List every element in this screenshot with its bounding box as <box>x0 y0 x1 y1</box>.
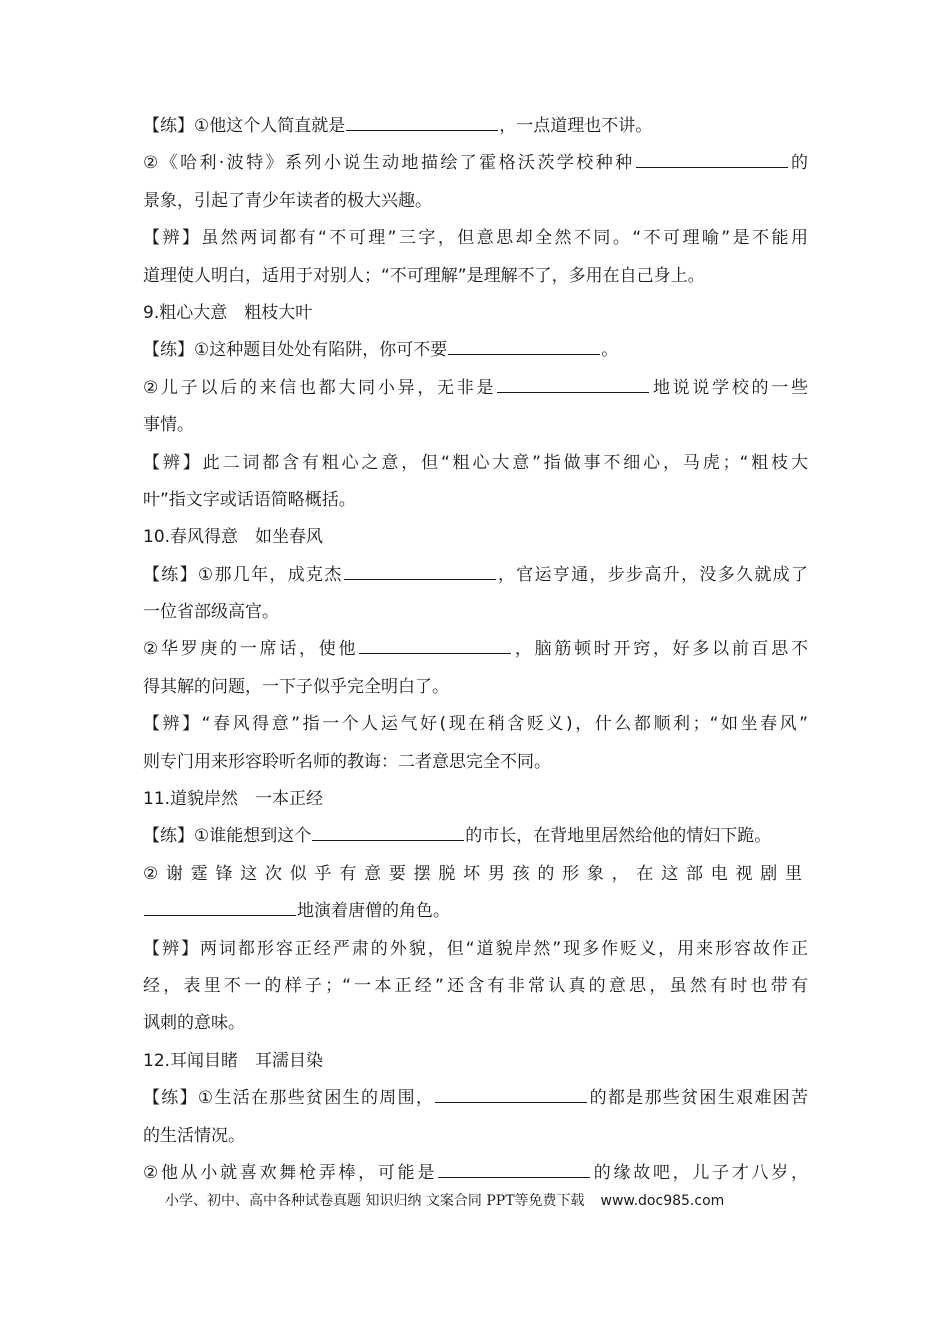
analysis-line <box>143 258 808 295</box>
exercise-line <box>143 332 808 369</box>
exercise-line <box>143 594 808 631</box>
exercise-line <box>143 407 808 444</box>
section-heading <box>143 295 808 332</box>
text-segment: 【练】①生活在那些贫困生的周围， <box>143 1088 435 1109</box>
text-segment: 地演着唐僧的角色。 <box>297 901 450 922</box>
fill-blank <box>497 391 649 393</box>
text-segment: 道理使人明白，适用于对别人；“不可理解”是理解不了，多用在自己身上。 <box>143 265 705 286</box>
fill-blank <box>359 652 511 654</box>
footer-url[interactable]: www.doc985.com <box>600 1193 725 1209</box>
exercise-line <box>143 1118 808 1155</box>
text-segment: ②他从小就喜欢舞枪弄棒，可能是 <box>143 1162 438 1183</box>
fill-blank <box>438 1176 590 1178</box>
text-segment: 【练】①那几年，成克杰 <box>143 564 343 585</box>
analysis-line <box>143 744 808 781</box>
fill-blank <box>144 914 296 916</box>
analysis-line <box>143 1005 808 1042</box>
text-segment: 的生活情况。 <box>143 1125 245 1146</box>
text-segment: 【练】①谁能想到这个 <box>143 826 312 847</box>
text-segment: ②儿子以后的来信也都大同小异，无非是 <box>143 377 497 398</box>
text-segment: 的 <box>788 153 808 174</box>
exercise-line <box>143 893 808 930</box>
exercise-line <box>143 1155 808 1192</box>
exercise-line <box>143 145 808 182</box>
text-segment: 的市长，在背地里居然给他的情妇下跪。 <box>465 826 772 847</box>
text-segment: 景象，引起了青少年读者的极大兴趣。 <box>143 190 432 211</box>
text-segment: 的都是那些贫困生艰难困苦 <box>588 1088 808 1109</box>
heading-text: 12.耳闻目睹 耳濡目染 <box>143 1050 324 1071</box>
text-segment: 【辨】两词都形容正经严肃的外貌，但“道貌岸然”现多作贬义，用来形容故作正 <box>143 938 808 959</box>
exercise-line <box>143 108 808 145</box>
text-segment: 地说说学校的一些 <box>650 377 808 398</box>
fill-blank <box>346 129 498 131</box>
analysis-line <box>143 445 808 482</box>
exercise-line <box>143 1080 808 1117</box>
fill-blank <box>344 578 496 580</box>
text-segment: 一位省部级高官。 <box>143 602 279 623</box>
text-segment: 。 <box>601 340 619 361</box>
footer-text: 小学、初中、高中各种试卷真题 知识归纳 文案合同 PPT等免费下载 <box>165 1193 585 1209</box>
exercise-line <box>143 856 808 893</box>
fill-blank <box>312 839 464 841</box>
text-segment: ，一点道理也不讲。 <box>499 116 653 136</box>
text-segment: 则专门用来形容聆听名师的教诲：二者意思完全不同。 <box>143 751 551 772</box>
analysis-line <box>143 220 808 257</box>
heading-text: 10.春风得意 如坐春风 <box>143 527 324 548</box>
heading-text: 9.粗心大意 粗枝大叶 <box>143 302 313 323</box>
text-segment: ，官运亨通，步步高升，没多久就成了 <box>496 564 808 585</box>
text-segment: 叶”指文字或话语简略概括。 <box>143 489 356 510</box>
text-segment: ②《哈利·波特》系列小说生动地描绘了霍格沃茨学校种种 <box>143 153 635 174</box>
section-heading <box>143 781 808 818</box>
fill-blank <box>636 166 788 168</box>
exercise-line <box>143 631 808 668</box>
text-segment: 【辨】此二词都含有粗心之意，但“粗心大意”指做事不细心，马虎；“粗枝大 <box>143 452 808 473</box>
text-segment: 讽刺的意味。 <box>143 1013 245 1034</box>
fill-blank <box>435 1101 587 1103</box>
exercise-line <box>143 370 808 407</box>
exercise-line <box>143 669 808 706</box>
exercise-line <box>143 183 808 220</box>
text-segment: 的缘故吧，儿子才八岁， <box>591 1162 808 1183</box>
text-segment: 【练】①这种题目处处有陷阱，你可不要 <box>143 340 448 361</box>
text-segment: 事情。 <box>143 415 194 436</box>
text-segment: 【辨】“春风得意”指一个人运气好(现在稍含贬义)，什么都顺利；“如坐春风” <box>143 714 808 735</box>
heading-text: 11.道貌岸然 一本正经 <box>143 789 324 810</box>
analysis-line <box>143 931 808 968</box>
fill-blank <box>448 353 600 355</box>
text-segment: ②谢霆锋这次似乎有意要摆脱坏男孩的形象，在这部电视剧里 <box>143 863 808 884</box>
document-body <box>143 108 808 1192</box>
text-segment: 经，表里不一的样子；“一本正经”还含有非常认真的意思，虽然有时也带有 <box>143 975 808 996</box>
page-footer <box>165 1190 805 1212</box>
exercise-line <box>143 557 808 594</box>
text-segment: 【辨】虽然两词都有“不可理”三字，但意思却全然不同。“不可理喻”是不能用 <box>143 228 808 249</box>
text-segment: 【练】①他这个人简直就是 <box>143 116 346 136</box>
section-heading <box>143 1043 808 1080</box>
text-segment: 得其解的问题，一下子似乎完全明白了。 <box>143 676 449 697</box>
exercise-line <box>143 818 808 855</box>
text-segment: ，脑筋顿时开窍，好多以前百思不 <box>512 639 808 660</box>
analysis-line <box>143 482 808 519</box>
text-segment: ②华罗庚的一席话，使他 <box>143 639 359 660</box>
section-heading <box>143 519 808 556</box>
analysis-line <box>143 968 808 1005</box>
analysis-line <box>143 706 808 743</box>
